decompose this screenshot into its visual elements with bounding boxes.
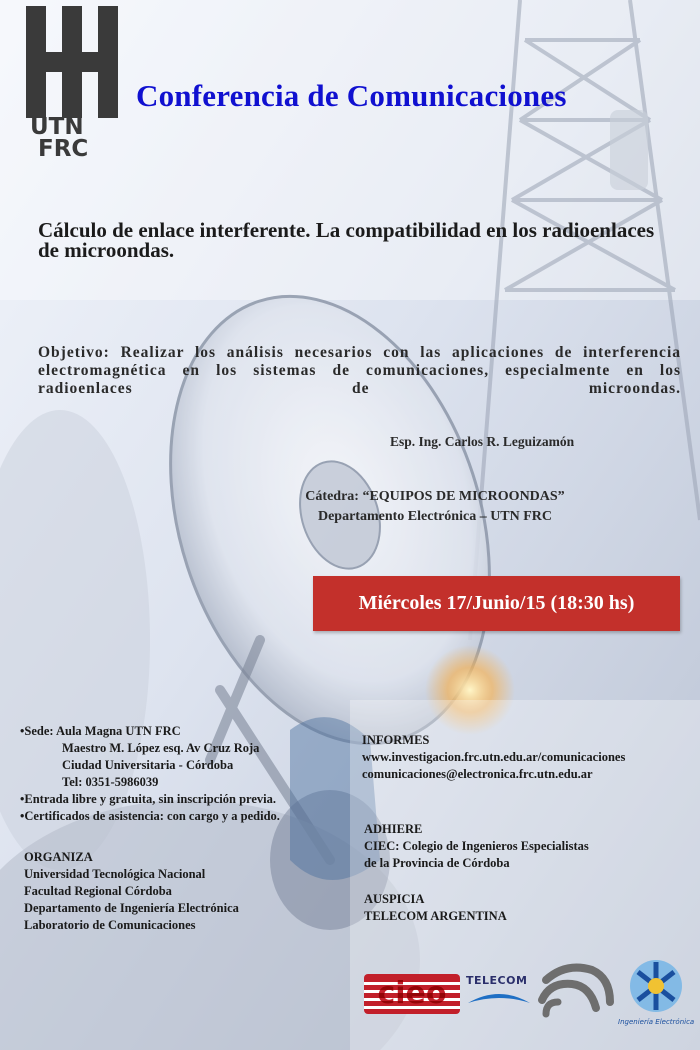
informes-email-link[interactable]: comunicaciones@electronica.frc.utn.edu.ar [362,767,593,781]
telecom-swoosh-icon [466,987,532,1009]
ingenieria-electronica-logo [618,958,695,1026]
department-line: Departamento Electrónica – UTN FRC [317,509,553,524]
ingenieria-electronica-icon [618,958,692,1014]
certificate-note: •Certificados de asistencia: con cargo y a pedido. [20,809,280,823]
page-title: Conferencia de Comunicaciones [136,78,567,113]
organiza-heading: ORGANIZA [24,850,93,864]
organiza-line: Facultad Regional Córdoba [24,884,172,898]
adhiere-heading: ADHIERE [364,822,423,836]
adhiere-line: CIEC: Colegio de Ingenieros Especialistas [364,839,589,853]
organiza-line: Laboratorio de Comunicaciones [24,918,196,932]
signal-waves-logo [536,962,614,1024]
sede-block [20,723,280,825]
ciec-logo-text: cieo [377,976,447,1011]
catedra-line: Cátedra: “EQUIPOS DE MICROONDAS” [305,489,565,504]
organiza-block [24,849,239,934]
signal-waves-icon [536,962,614,1024]
adhiere-line: de la Provincia de Córdoba [364,856,510,870]
objective-text: Objetivo: Realizar los análisis necesarios con las aplicaciones de interferencia electromagnética en los sistemas de comunicaciones, especialmente en los radioenlaces de microondas. [38,344,681,397]
speaker-name: Esp. Ing. Carlos R. Leguizamón [390,434,575,449]
informes-block [362,732,625,783]
logo-frc-text: FRC [38,136,89,162]
conference-subtitle: Cálculo de enlace interferente. La compatibilidad en los radioenlaces de microondas. [38,218,655,262]
auspicia-heading: AUSPICIA [364,892,425,906]
sede-line: •Sede: Aula Magna UTN FRC [20,724,181,738]
auspicia-line: TELECOM ARGENTINA [364,909,507,923]
telecom-logo-text: TELECOM [466,974,528,987]
adhiere-block [364,821,589,872]
catedra-block [270,487,600,527]
utn-emblem-icon [26,6,118,118]
utn-frc-logo [26,6,118,166]
organiza-line: Departamento de Ingeniería Electrónica [24,901,239,915]
logo-utn-text: UTN [30,114,84,140]
date-banner [313,576,680,631]
sede-address-line: Maestro M. López esq. Av Cruz Roja [62,741,260,755]
sede-city-line: Ciudad Universitaria - Córdoba [62,758,234,772]
sede-phone-line: Tel: 0351-5986039 [62,775,159,789]
entrance-note: •Entrada libre y gratuita, sin inscripción previa. [20,792,277,806]
ciec-logo [364,968,460,1020]
informes-url-link[interactable]: www.investigacion.frc.utn.edu.ar/comunicaciones [362,750,626,764]
auspicia-block [364,891,507,925]
informes-heading: INFORMES [362,733,430,747]
date-text: Miércoles 17/Junio/15 (18:30 hs) [358,592,635,614]
organiza-line: Universidad Tecnológica Nacional [24,867,206,881]
ingenieria-electronica-text: Ingeniería Electrónica [618,1018,695,1026]
telecom-logo [466,974,532,1014]
